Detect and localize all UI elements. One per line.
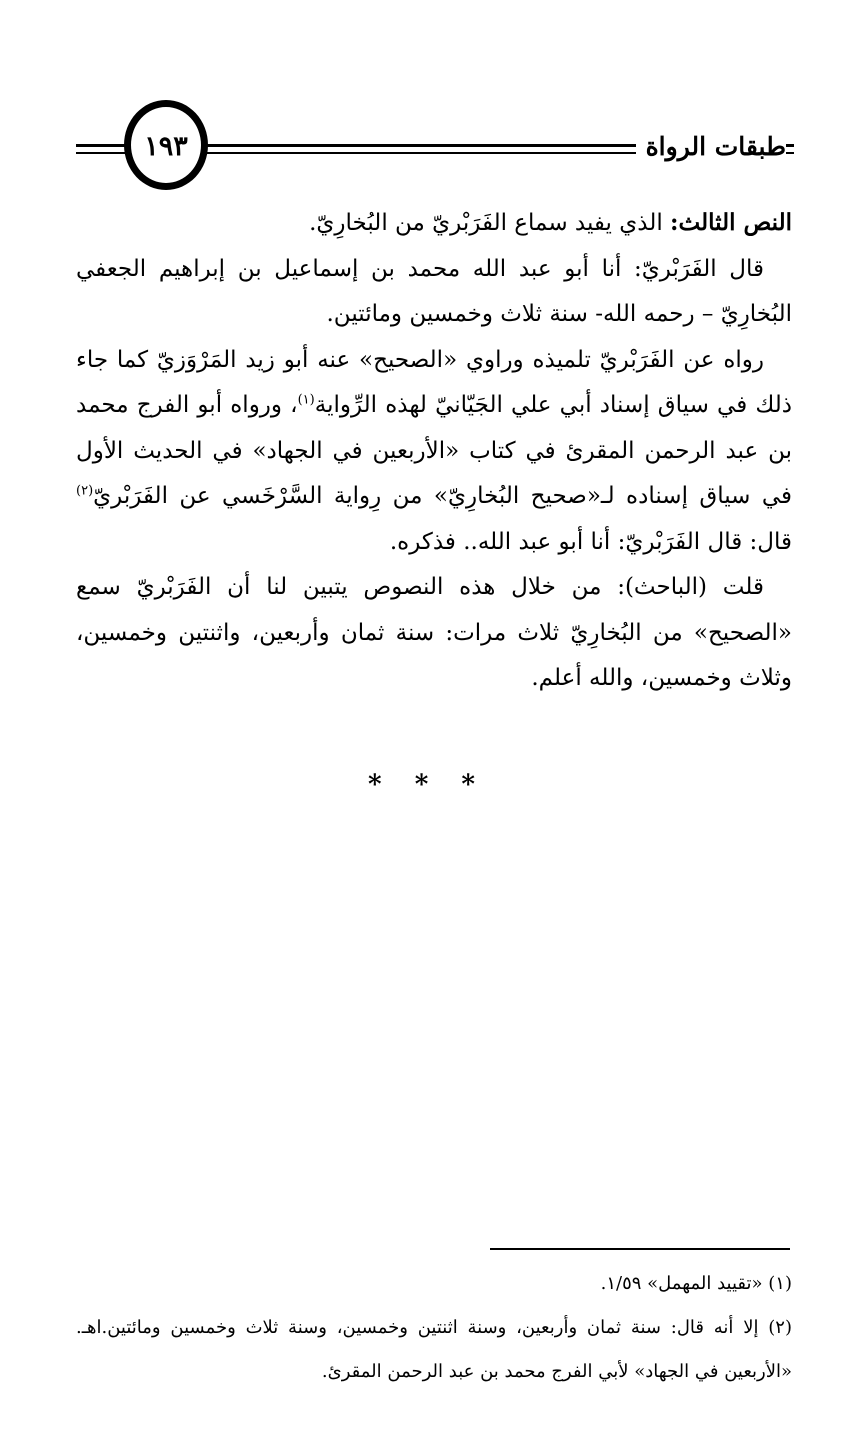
page-header — [76, 98, 794, 194]
footnotes — [76, 1262, 792, 1394]
paragraph-1-lead: النص الثالث: — [670, 209, 792, 236]
paragraph-3-part-3: قال: قال الفَرَبْريّ: أنا أبو عبد الله.. فذكره. — [389, 528, 792, 555]
paragraph-2: قال الفَرَبْريّ: أنا أبو عبد الله محمد بن إسماعيل بن إبراهيم الجعفي البُخارِيّ – رحمه الله- سنة ثلاث وخمسين ومائتين. — [76, 255, 792, 327]
paragraph-4: قلت (الباحث): من خلال هذه النصوص يتبين لنا أن الفَرَبْريّ سمع «الصحيح» من البُخارِيّ ثلاث مرات: سنة ثمان وأربعين، واثنتين وخمسين، وثلاث وخمسين، والله أعلم. — [76, 574, 792, 691]
paragraph-3 — [76, 338, 792, 566]
section-separator: * * * — [368, 770, 487, 800]
page-number: ١٩٣ — [144, 130, 188, 162]
main-text — [76, 200, 792, 702]
paragraph-1 — [76, 200, 792, 247]
page-number-oval — [124, 100, 208, 190]
paragraph-1-rest: الذي يفيد سماع الفَرَبْريّ من البُخارِيّ. — [309, 210, 671, 236]
footnote-1: (١) «تقييد المهمل» ١/٥٩. — [600, 1273, 792, 1294]
paragraph-3-part-2: ، ورواه أبو الفرج محمد بن عبد الرحمن المقرئ في كتاب «الأربعين في الجهاد» في الحديث الأول في سياق إسناده لـ«صحيح البُخارِيّ» من رِواية السَّرْخَسي عن الفَرَبْريّ — [76, 392, 792, 509]
footnote-2: (٢) إلا أنه قال: سنة ثمان وأربعين، وسنة اثنتين وخمسين، وسنة ثلاث وخمسين ومائتين.اهـ. «الأربعين في الجهاد» لأبي الفرج محمد بن عبد الرحمن المقرئ. — [76, 1317, 792, 1382]
footnote-rule — [490, 1248, 790, 1250]
footnote-ref-2[interactable]: (٢) — [76, 483, 94, 499]
footnote-ref-1[interactable]: (١) — [297, 392, 315, 408]
paragraph-3-part-1: رواه عن الفَرَبْريّ تلميذه وراوي «الصحيح» عنه أبو زيد المَرْوَزيّ كما جاء ذلك في سياق إسناد أبي علي الجَيّانيّ لهذه الرِّواية — [76, 346, 792, 418]
running-title: طبقات الرواة — [636, 132, 786, 161]
